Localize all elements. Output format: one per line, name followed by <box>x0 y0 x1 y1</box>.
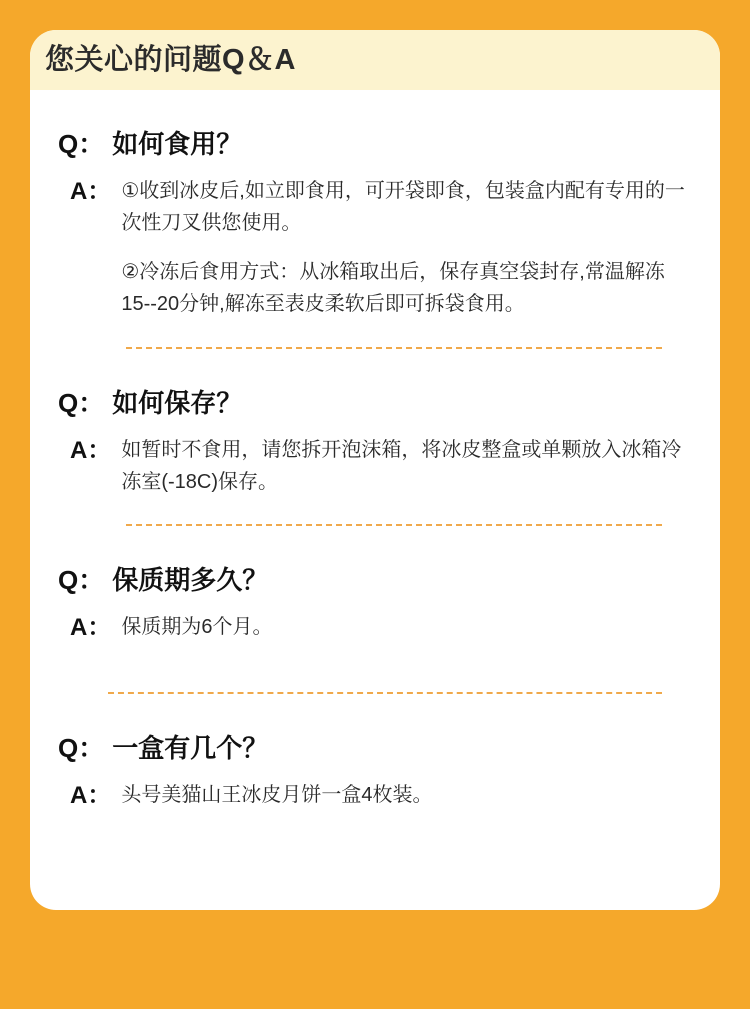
question-prefix: Q： <box>58 733 105 764</box>
answer-row <box>58 779 692 814</box>
faq-card <box>30 30 720 910</box>
answer-body <box>121 175 692 321</box>
question-prefix: Q： <box>58 129 105 159</box>
answer-body <box>121 434 692 499</box>
answer-paragraph: 如暂时不食用，请您拆开泡沫箱，将冰皮整盒或单颗放入冰箱冷冻室(-18C)保存。 <box>121 438 682 493</box>
answer-body <box>121 611 692 643</box>
answer-prefix: A： <box>70 782 112 810</box>
faq-item <box>58 90 692 349</box>
question-prefix: Q： <box>58 387 105 418</box>
answer-paragraph: ②冷冻后食用方式：从冰箱取出后，保存真空袋封存,常温解冻15--20分钟,解冻至表皮柔软后即可拆袋食用。 <box>121 260 665 316</box>
page-title: 您关心的问题Q＆A <box>45 43 297 76</box>
faq-item <box>58 694 692 814</box>
answer-body <box>121 779 692 811</box>
question-text: 保质期多久？ <box>112 565 269 596</box>
faq-item <box>58 526 692 694</box>
question-text: 如何食用？ <box>112 129 243 159</box>
faq-list <box>30 90 720 814</box>
question-row <box>58 560 692 597</box>
answer-prefix: A： <box>70 614 112 642</box>
question-row <box>58 124 692 161</box>
question-row <box>58 383 692 420</box>
answer-paragraph: 头号美猫山王冰皮月饼一盒4枚装。 <box>121 784 433 807</box>
answer-row <box>58 611 692 646</box>
answer-prefix: A： <box>70 178 112 205</box>
answer-paragraph: ①收到冰皮后,如立即食用，可开袋即食，包装盒内配有专用的一次性刀叉供您使用。 <box>121 180 685 235</box>
answer-prefix: A： <box>70 436 112 464</box>
answer-row <box>58 175 692 321</box>
faq-item <box>58 349 692 527</box>
faq-title-band <box>30 30 720 90</box>
question-text: 如何保存？ <box>112 387 243 418</box>
question-prefix: Q： <box>58 565 105 596</box>
answer-row <box>58 434 692 499</box>
question-row <box>58 728 692 765</box>
answer-paragraph: 保质期为6个月。 <box>121 616 273 639</box>
question-text: 一盒有几个？ <box>112 733 269 764</box>
